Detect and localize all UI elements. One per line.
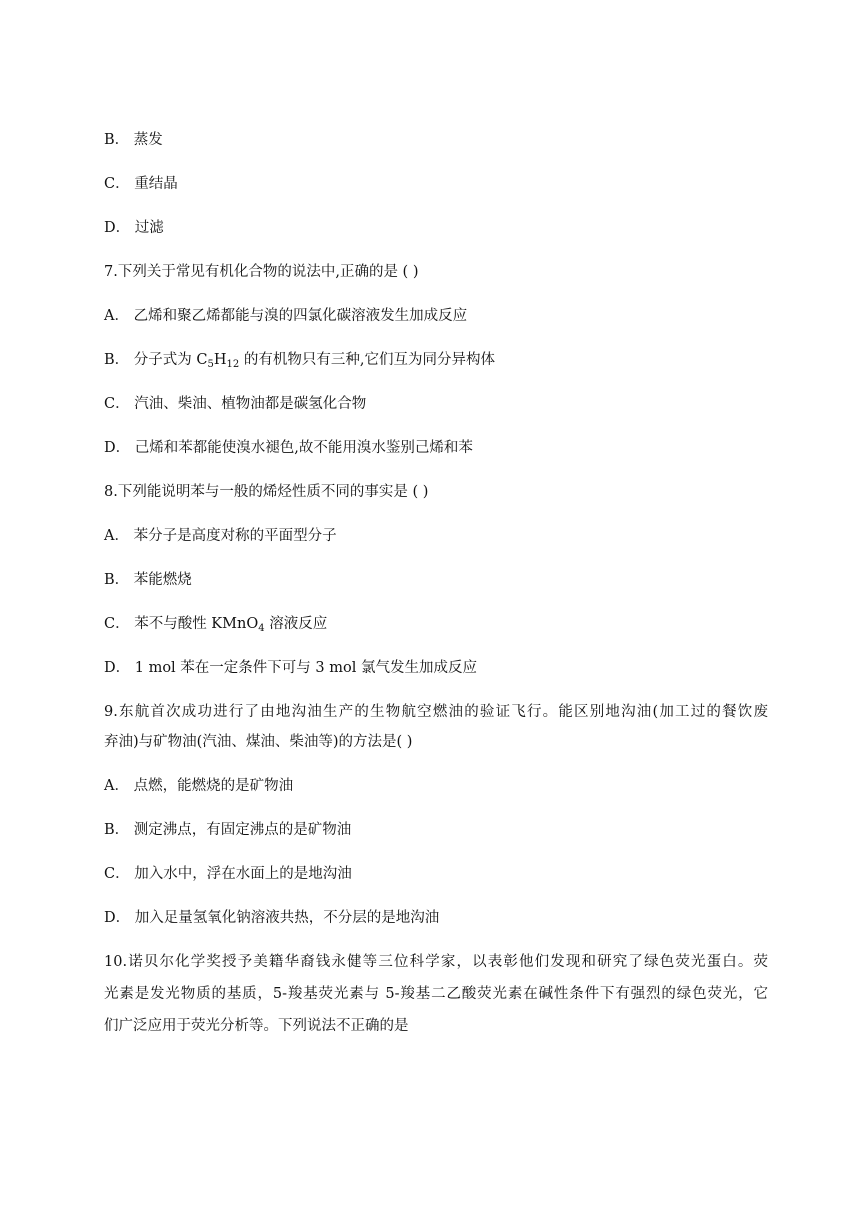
- q10-stem-line-3: 们广泛应用于荧光分析等。下列说法不正确的是: [104, 1018, 409, 1034]
- q7-formula-h-subscript: 12: [226, 359, 240, 370]
- q7-stem: 7.下列关于常见有机化合物的说法中,正确的是 ( ): [104, 264, 419, 280]
- q8-option-c: [104, 614, 327, 634]
- q7-option-d: D． 己烯和苯都能使溴水褪色,故不能用溴水鉴别己烯和苯: [104, 440, 473, 456]
- q8-formula-subscript: 4: [258, 623, 265, 634]
- q8-option-b: B． 苯能燃烧: [104, 572, 192, 588]
- q9-option-b: B． 测定沸点，有固定沸点的是矿物油: [104, 822, 352, 838]
- q10-stem-line-2: 光素是发光物质的基质，5-羧基荧光素与 5-羧基二乙酸荧光素在碱性条件下有强烈的绿色荧光，它: [104, 986, 768, 1002]
- q6-option-d: D． 过滤: [104, 220, 164, 236]
- q7-option-b: [104, 350, 495, 370]
- q9-option-a: A． 点燃，能燃烧的是矿物油: [104, 778, 294, 794]
- q7-formula-c-subscript: 5: [207, 359, 214, 370]
- q8-stem: 8.下列能说明苯与一般的烯烃性质不同的事实是 ( ): [104, 484, 429, 500]
- q8-option-c-text-end: 溶液反应: [264, 616, 328, 632]
- q7-option-b-text-start: B． 分子式为 C: [104, 352, 208, 368]
- q10-stem-line-1: 10.诺贝尔化学奖授予美籍华裔钱永健等三位科学家，以表彰他们发现和研究了绿色荧光蛋白。荧: [104, 954, 768, 970]
- q9-option-c: C． 加入水中，浮在水面上的是地沟油: [104, 866, 352, 882]
- q9-option-d: D． 加入足量氢氧化钠溶液共热，不分层的是地沟油: [104, 910, 440, 926]
- q6-option-c: C． 重结晶: [104, 176, 178, 192]
- q8-option-d: D． 1 mol 苯在一定条件下可与 3 mol 氯气发生加成反应: [104, 660, 477, 676]
- q9-stem-line-1: 9.东航首次成功进行了由地沟油生产的生物航空燃油的验证飞行。能区别地沟油(加工过的餐饮废: [104, 704, 768, 720]
- q7-option-a: A． 乙烯和聚乙烯都能与溴的四氯化碳溶液发生加成反应: [104, 308, 468, 324]
- q7-formula-h: H: [213, 352, 227, 368]
- q8-option-c-text-start: C． 苯不与酸性 KMnO: [104, 616, 259, 632]
- q9-stem-line-2: 弃油)与矿物油(汽油、煤油、柴油等)的方法是( ): [104, 734, 413, 750]
- q7-option-c: C． 汽油、柴油、植物油都是碳氢化合物: [104, 396, 367, 412]
- q6-option-b: B． 蒸发: [104, 132, 163, 148]
- q7-option-b-text-end: 的有机物只有三种,它们互为同分异构体: [239, 352, 495, 368]
- q8-option-a: A． 苯分子是高度对称的平面型分子: [104, 528, 337, 544]
